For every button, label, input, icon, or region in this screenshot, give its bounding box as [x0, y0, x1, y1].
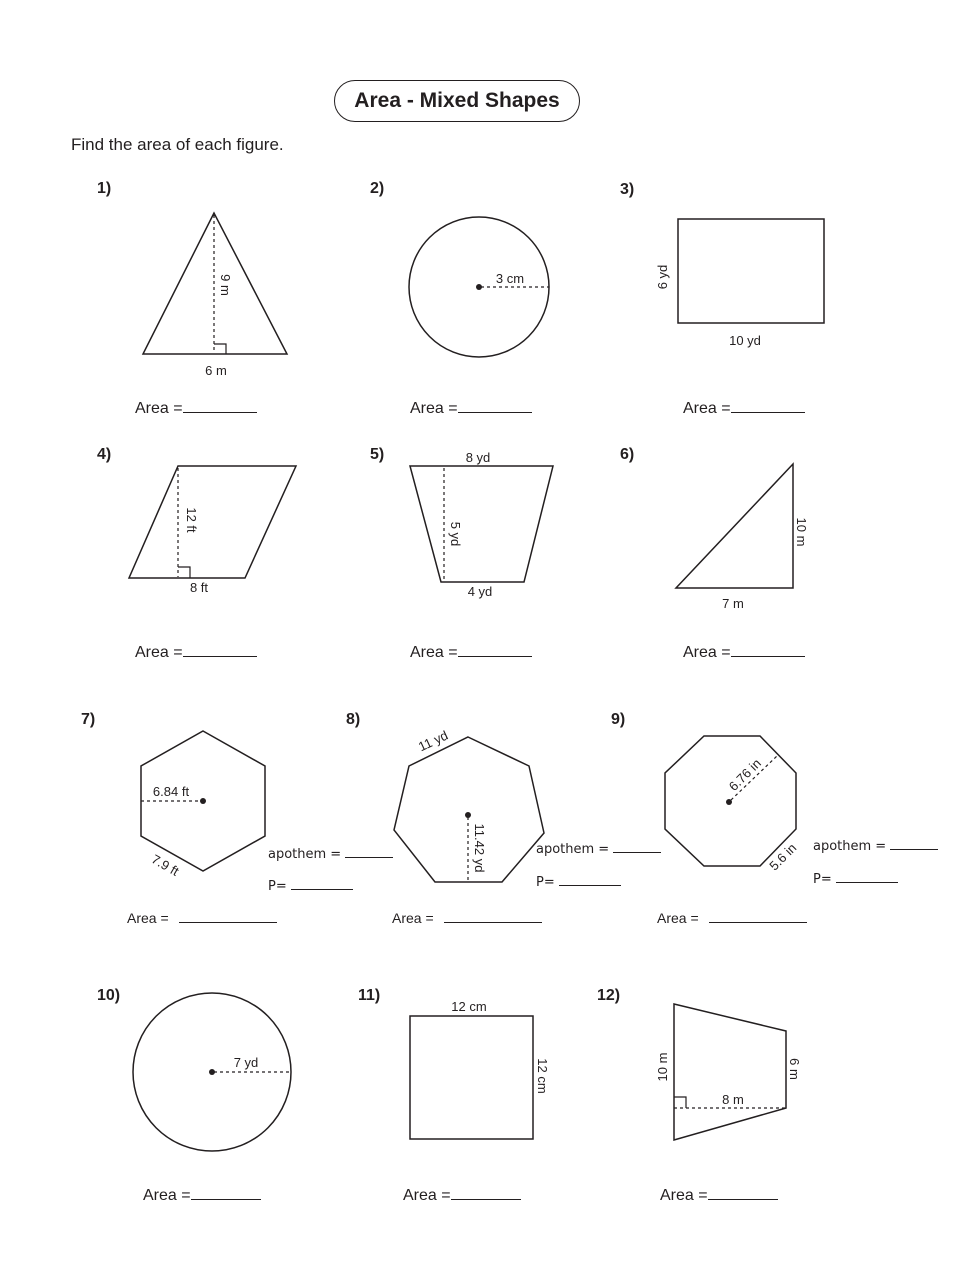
area-answer[interactable]: Area =	[683, 642, 805, 662]
width-label: 6 yd	[655, 264, 670, 290]
top-base-label: 8 yd	[465, 450, 491, 465]
area-answer[interactable]: Area =	[683, 398, 805, 418]
apothem-label: 6.76 in	[725, 755, 764, 794]
problem-number: 4)	[97, 446, 112, 463]
right-side-label: 12 cm	[535, 1058, 550, 1094]
triangle-shape	[143, 213, 287, 354]
base-label: 7 m	[722, 596, 744, 611]
parallelogram-shape	[129, 466, 296, 578]
problem-number: 6)	[620, 446, 635, 463]
area-answer[interactable]: Area =	[657, 910, 807, 926]
area-answer[interactable]: Area =	[410, 642, 532, 662]
problem-number: 5)	[370, 446, 385, 463]
problem-number: 7)	[81, 711, 96, 728]
area-answer[interactable]: Area =	[392, 910, 542, 926]
area-answer[interactable]: Area =	[660, 1185, 778, 1205]
height-label: 12 ft	[184, 507, 199, 533]
apothem-label: 11.42 yd	[472, 823, 487, 873]
heptagon-shape	[394, 737, 544, 882]
bottom-base-label: 4 yd	[467, 584, 493, 599]
area-answer[interactable]: Area =	[410, 398, 532, 418]
apothem-label: 6.84 ft	[152, 784, 190, 799]
problem-number: 9)	[611, 711, 626, 728]
area-answer[interactable]: Area =	[143, 1185, 261, 1205]
apothem-answer[interactable]: apothem =	[536, 841, 661, 857]
trapezoid-shape	[674, 1004, 786, 1140]
height-label: 5 yd	[448, 521, 463, 547]
instructions: Find the area of each figure.	[71, 135, 284, 154]
radius-label: 7 yd	[233, 1055, 259, 1070]
right-triangle-shape	[676, 464, 793, 588]
area-answer[interactable]: Area =	[127, 910, 277, 926]
perimeter-answer[interactable]: P=	[268, 878, 353, 894]
base-label: 8 ft	[189, 580, 209, 595]
side-label: 11 yd	[415, 727, 451, 755]
problem-number: 2)	[370, 180, 385, 197]
area-answer[interactable]: Area =	[135, 642, 257, 662]
side-label: 5.6 in	[766, 840, 800, 874]
base-label: 6 m	[205, 363, 227, 378]
perimeter-answer[interactable]: P=	[813, 871, 898, 887]
height-label: 9 m	[218, 274, 233, 296]
perimeter-answer[interactable]: P=	[536, 874, 621, 890]
left-side-label: 10 m	[655, 1052, 670, 1082]
rectangle-shape	[678, 219, 824, 323]
side-label: 7.9 ft	[148, 851, 182, 879]
top-side-label: 12 cm	[451, 999, 487, 1014]
problem-number: 10)	[97, 987, 121, 1004]
area-answer[interactable]: Area =	[135, 398, 257, 418]
problem-number: 3)	[620, 181, 635, 198]
problem-number: 11)	[358, 987, 381, 1004]
problem-number: 12)	[597, 987, 621, 1004]
right-side-label: 6 m	[787, 1058, 802, 1080]
height-label: 10 m	[794, 517, 809, 547]
worksheet-title: Area - Mixed Shapes	[334, 80, 580, 122]
length-label: 10 yd	[729, 333, 761, 348]
height-label: 8 m	[722, 1092, 744, 1107]
problem-number: 8)	[346, 711, 361, 728]
radius-label: 3 cm	[495, 271, 525, 286]
trapezoid-shape	[410, 466, 553, 582]
problem-number: 1)	[97, 180, 112, 197]
area-answer[interactable]: Area =	[403, 1185, 521, 1205]
apothem-answer[interactable]: apothem =	[268, 846, 393, 862]
square-shape	[410, 1016, 533, 1139]
apothem-answer[interactable]: apothem =	[813, 838, 938, 854]
